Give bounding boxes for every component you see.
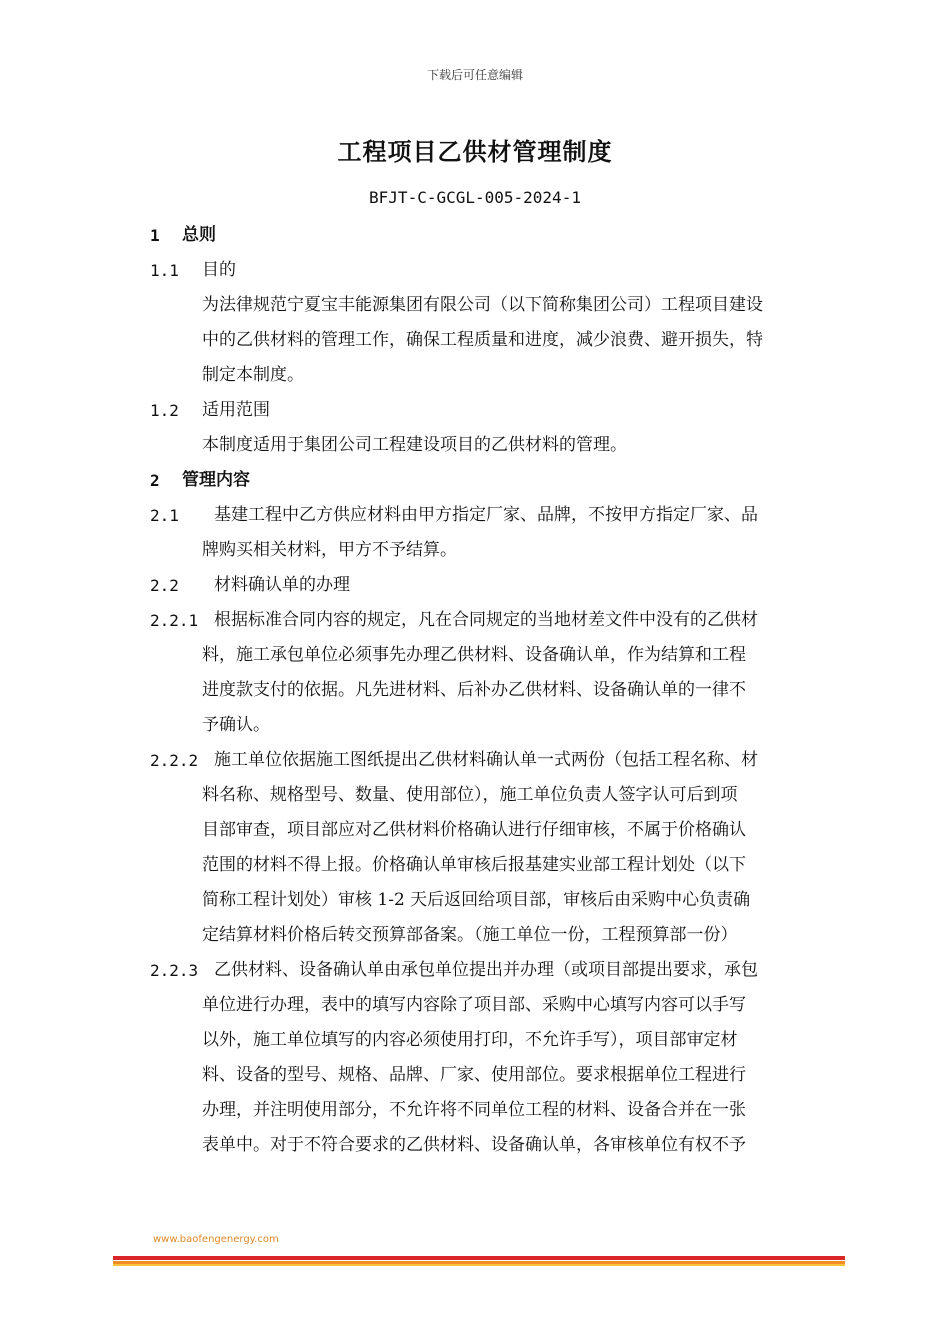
clause-number: 1.2	[150, 401, 179, 420]
text-line	[150, 323, 840, 358]
line-text: 料，施工承包单位必须事先办理乙供材料、设备确认单，作为结算和工程	[202, 645, 746, 665]
text-line	[150, 498, 840, 533]
line-text: 本制度适用于集团公司工程建设项目的乙供材料的管理。	[202, 435, 627, 455]
text-line	[150, 358, 840, 393]
line-text: 以外，施工单位填写的内容必须使用打印，不允许手写），项目部审定材	[202, 1030, 738, 1050]
line-text: 进度款支付的依据。凡先进材料、后补办乙供材料、设备确认单的一律不	[202, 680, 746, 700]
line-text: 基建工程中乙方供应材料由甲方指定厂家、品牌，不按甲方指定厂家、品	[214, 505, 758, 525]
line-text: 目的	[202, 260, 236, 280]
text-line	[150, 533, 840, 568]
subsection-heading	[150, 393, 840, 428]
document-title: 工程项目乙供材管理制度	[337, 138, 613, 166]
line-text: 适用范围	[202, 400, 270, 420]
footer-bar-yellow	[113, 1264, 845, 1266]
line-text: 定结算材料价格后转交预算部备案。（施工单位一份，工程预算部一份）	[202, 925, 738, 945]
text-line	[150, 848, 840, 883]
text-line	[150, 778, 840, 813]
document-body	[150, 218, 840, 1163]
text-line	[150, 1058, 840, 1093]
text-line	[150, 638, 840, 673]
clause-number: 2.2	[150, 576, 179, 595]
section-heading	[150, 463, 840, 498]
text-line	[150, 743, 840, 778]
text-line	[150, 568, 840, 603]
line-text: 予确认。	[202, 715, 270, 735]
header-note: 下载后可任意编辑	[426, 68, 523, 82]
line-text: 乙供材料、设备确认单由承包单位提出并办理（或项目部提出要求，承包	[214, 960, 758, 980]
line-text: 施工单位依据施工图纸提出乙供材料确认单一式两份（包括工程名称、材	[214, 750, 758, 770]
text-line	[150, 673, 840, 708]
section-heading	[150, 218, 840, 253]
line-text: 为法律规范宁夏宝丰能源集团有限公司（以下简称集团公司）工程项目建设	[202, 295, 763, 315]
text-line	[150, 708, 840, 743]
line-text: 材料确认单的办理	[214, 575, 350, 595]
clause-number: 2	[150, 471, 160, 490]
text-line	[150, 1128, 840, 1163]
line-text: 料、设备的型号、规格、品牌、厂家、使用部位。要求根据单位工程进行	[202, 1065, 746, 1085]
clause-number: 2.2.1	[150, 611, 199, 630]
clause-number: 2.2.2	[150, 751, 199, 770]
line-text: 牌购买相关材料，甲方不予结算。	[202, 540, 457, 560]
text-line	[150, 988, 840, 1023]
text-line	[150, 813, 840, 848]
line-text: 管理内容	[182, 470, 250, 490]
footer-bar-red	[113, 1256, 845, 1260]
footer-url: www.baofengenergy.com	[153, 1234, 279, 1245]
line-text: 办理，并注明使用部分，不允许将不同单位工程的材料、设备合并在一张	[202, 1100, 746, 1120]
document-code: BFJT-C-GCGL-005-2024-1	[369, 188, 581, 207]
clause-number: 2.1	[150, 506, 179, 525]
clause-number: 1	[150, 226, 160, 245]
line-text: 单位进行办理，表中的填写内容除了项目部、采购中心填写内容可以手写	[202, 995, 746, 1015]
line-text: 制定本制度。	[202, 365, 304, 385]
line-text: 料名称、规格型号、数量、使用部位），施工单位负责人签字认可后到项	[202, 785, 738, 805]
text-line	[150, 883, 840, 918]
text-line	[150, 1093, 840, 1128]
line-text: 总则	[182, 225, 216, 245]
text-line	[150, 288, 840, 323]
text-line	[150, 953, 840, 988]
line-text: 目部审查，项目部应对乙供材料价格确认进行仔细审核，不属于价格确认	[202, 820, 746, 840]
subsection-heading	[150, 253, 840, 288]
line-text: 表单中。对于不符合要求的乙供材料、设备确认单，各审核单位有权不予	[202, 1135, 746, 1155]
clause-number: 1.1	[150, 261, 179, 280]
text-line	[150, 918, 840, 953]
clause-number: 2.2.3	[150, 961, 199, 980]
line-text: 中的乙供材料的管理工作，确保工程质量和进度，减少浪费、避开损失，特	[202, 330, 763, 350]
text-line	[150, 1023, 840, 1058]
line-text: 简称工程计划处）审核 1-2 天后返回给项目部，审核后由采购中心负责确	[202, 890, 751, 910]
footer-color-bar	[113, 1256, 845, 1266]
line-text: 范围的材料不得上报。价格确认单审核后报基建实业部工程计划处（以下	[202, 855, 746, 875]
text-line	[150, 603, 840, 638]
line-text: 根据标准合同内容的规定，凡在合同规定的当地材差文件中没有的乙供材	[214, 610, 758, 630]
text-line	[150, 428, 840, 463]
